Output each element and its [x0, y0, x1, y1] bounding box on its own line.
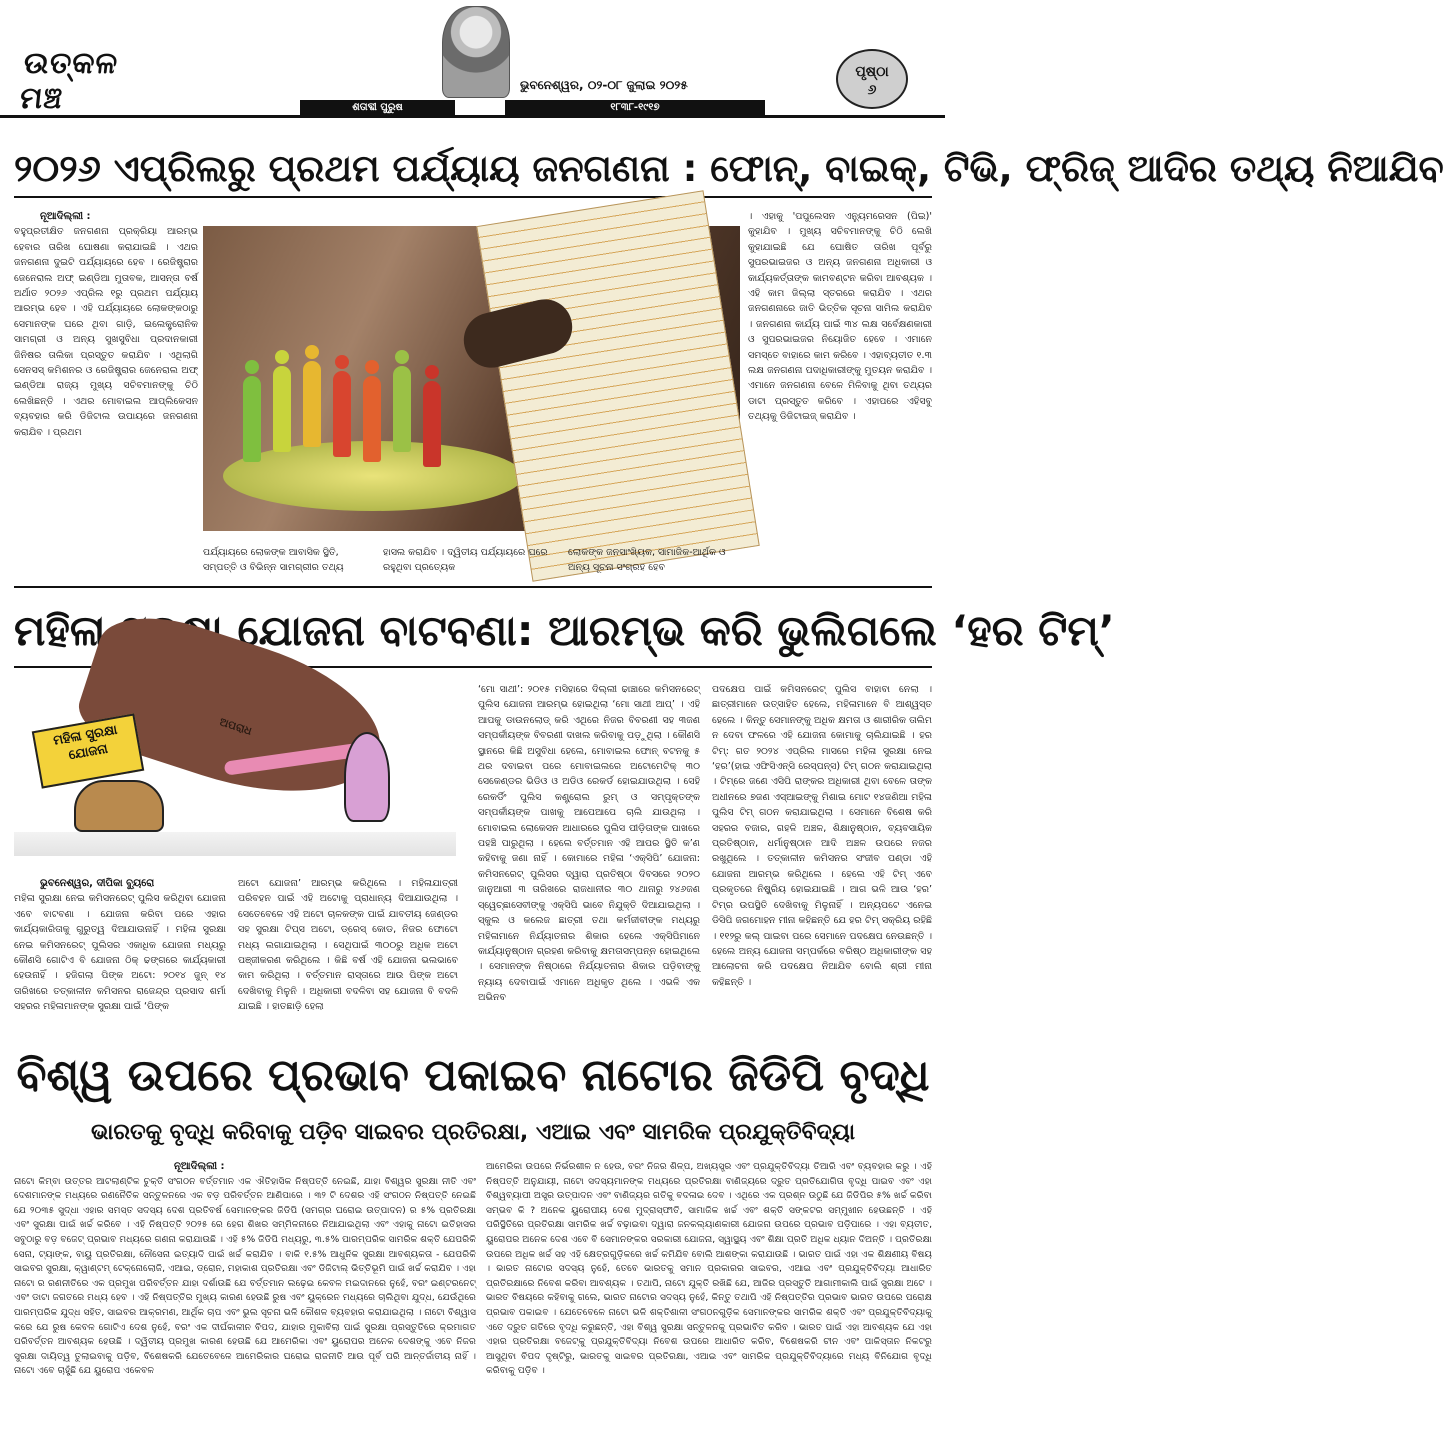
- figure: [423, 381, 441, 467]
- tagline-strip: ଶତାବ୍ଦୀ ପୁରୁଷ: [300, 100, 455, 116]
- census-caption-2: ହାସଲ କରାଯିବ । ଦ୍ୱିତୀୟ ପର୍ଯ୍ୟାୟରେ ଘରେ ରହୁଥିବା ପ୍ରତ୍ୟେକ: [383, 547, 548, 573]
- masthead: [0, 0, 945, 118]
- years-strip: ୧୮୩୮-୧୯୧୭: [505, 100, 765, 116]
- women-safety-col-c: ‘ମୋ ସାଥୀ’: ୨୦୧୫ ମସିହାରେ ଦିଲ୍ଲୀ ଢାଞ୍ଚାରେ କମିସନରେଟ୍ ପୁଲିସ ଯୋଜନା ଆରମ୍ଭ ହୋଇଥିଲା ‘ମୋ ସାଥୀ ଆପ୍’ । ଏହି ଆପକୁ ଡାଉନଲୋଡ୍ କରି ଏଥିରେ ନିଜର ବିବରଣୀ ସହ ୩ଜଣ ସମ୍ପର୍କୀୟଙ୍କ ବିବରଣୀ ଦାଖଲ କରିବାକୁ ପଡ଼ୁଥିଲା । କୌଣସି ସ୍ଥାନରେ କିଛି ଅସୁବିଧା ହେଲେ, ମୋବାଇଲ ଫୋନ୍ ବଟନକୁ ୫ ଥର ଦବାଇବା ପରେ ମୋବାଇଲରେ ଅଟୋମେଟିକ୍ ୩୦ ସେକେଣ୍ଡର ଭିଡିଓ ଓ ଅଡିଓ ରେକର୍ଡ ହୋଇଯାଉଥିଲା । ସେହି ରେକର୍ଡିଂ ପୁଲିସ କଣ୍ଟ୍ରୋଲ ରୁମ୍ ଓ ସମ୍ପୃକ୍ତଙ୍କ ସମ୍ପର୍କୀୟଙ୍କ ପାଖକୁ ଆପେଆପେ ଚାଲି ଯାଉଥିଲା । ମୋବାଇଲ ଲୋକେସନ ଆଧାରରେ ପୁଲିସ ପୀଡ଼ିତାଙ୍କ ପାଖରେ ପହଞ୍ଚି ପାରୁଥିଲା । ହେଲେ ବର୍ତ୍ତମାନ ଏହି ଆପର ସ୍ଥିତି କ’ଣ କହିବାକୁ ଜଣା ନାହିଁ । କୋମାରେ ମହିଳା ‘ଏକ୍‌ସିପି’ ଯୋଜନା: କମିସନରେଟ୍ ପୁଲିସର ଦ୍ୱାରା ପ୍ରତିଷ୍ଠା ଦିବସରେ ୨୦୨୦ ଜାନୁଆରୀ ୩ ତାରିଖରେ ରାଜଧାନୀର ୩୦ ଥାନାରୁ ୨୪୬ଜଣ ସ୍ୱେଚ୍ଛାସେବୀଙ୍କୁ ଏକ୍‌ସିପି ଭାବେ ନିଯୁକ୍ତି ଦିଆଯାଇଥିଲା । ସ୍କୁଲ ଓ କଲେଜ ଛାତ୍ରୀ ତଥା କର୍ମଜୀବୀଙ୍କ ମଧ୍ୟରୁ ମହିଳାମାନେ ନିର୍ଯ୍ୟାତନାର ଶିକାର ହେଲେ ଏକ୍‌ସିପିମାନେ କାର୍ଯ୍ୟାନୁଷ୍ଠାନ ଗ୍ରହଣ କରିବାକୁ କ୍ଷମତାସମ୍ପନ୍ନ ହୋଇଥିଲେ । ସେମାନଙ୍କ ନିଷ୍ଠାରେ ନିର୍ଯ୍ୟାତନାର ଶିକାର ପଡ଼ିବାଙ୍କୁ ନ୍ୟାୟ ଦେବାପାଇଁ ଏମାନେ ଅଧିକୃତ ଥିଲେ । ଏଭଳି ଏକ ଅଭିନବ: [478, 684, 700, 1004]
- nato-headline: ବିଶ୍ୱ ଉପରେ ପ୍ରଭାବ ପକାଇବ ନାଟୋର ଜିଡିପି ବୃଦ୍ଧି: [16, 1050, 930, 1101]
- women-safety-col-a: [14, 876, 226, 1036]
- census-right-column: । ଏହାକୁ 'ପପୁଲେସନ ଏନ୍ୟୁମରେସନ (ପିଇ)' କୁହାଯିବ । ମୁଖ୍ୟ ସଚିବମାନଙ୍କୁ ଚିଠି ଲେଖି କୁହାଯାଇଛି ଯେ ଘୋଷିତ ତାରିଖ ପୂର୍ବରୁ ସୁପରଭାଇଜର ଓ ଅନ୍ୟ ଜନଗଣନା ଅଧିକାରୀ ଓ କାର୍ଯ୍ୟକର୍ତ୍ତାଙ୍କ କାମବଣ୍ଟନ କରିବା ଆବଶ୍ୟକ । ଏହି କାମ ଜିଲ୍ଲା ସ୍ତରରେ କରାଯିବ । ଏଥର ଜନଗଣନାରେ ଜାତି ଭିତ୍ତିକ ସୂଚନା ସାମିଲ କରାଯିବ । ଜନଗଣନା କାର୍ଯ୍ୟ ପାଇଁ ୩୪ ଲକ୍ଷ ସର୍ବେକ୍ଷଣକାରୀ ଓ ସୁପରଭାଇଜର ନିୟୋଜିତ ହେବେ । ଏମାନେ ସମସ୍ତେ ବାହାରେ କାମ କରିବେ । ଏହାବ୍ୟତୀତ ୧.୩ ଲକ୍ଷ ଜନଗଣନା ପଦାଧିକାରୀଙ୍କୁ ମୁତୟନ କରାଯିବ । ଏମାନେ ଜନଗଣନା ବେଳେ ମିଳିବାକୁ ଥିବା ତଥ୍ୟର ଡାଟା ପ୍ରସ୍ତୁତ କରିବେ । ଏହାପରେ ଏହିସବୁ ତଥ୍ୟକୁ ଡିଜିଟାଇଜ୍ କରାଯିବ ।: [748, 211, 932, 423]
- sleeping-police: [74, 780, 164, 832]
- nato-subheadline: ଭାରତକୁ ବୃଦ୍ଧି କରିବାକୁ ପଡ଼ିବ ସାଇବର ପ୍ରତିରକ୍ଷା, ଏଆଇ ଏବଂ ସାମରିକ ପ୍ରଯୁକ୍ତିବିଦ୍ୟା: [91, 1120, 855, 1145]
- census-left-text: ବହୁପ୍ରତୀକ୍ଷିତ ଜନଗଣନା ପ୍ରକ୍ରିୟା ଆରମ୍ଭ ହେବାର ତାରିଖ ଘୋଷଣା କରାଯାଇଛି । ଏଥର ଜନଗଣନା ଦୁଇଟି ପର୍ଯ୍ୟାୟରେ ହେବ । ରେଜିଷ୍ଟ୍ରାର ଜେନେରାଲ ଅଫ୍ ଇଣ୍ଡିଆ ମୁତାବକ, ଆସନ୍ତା ବର୍ଷ ଅର୍ଥାତ ୨୦୨୬ ଏପ୍ରିଲ ୧ରୁ ପ୍ରଥମ ପର୍ଯ୍ୟାୟ ଆରମ୍ଭ ହେବ । ଏହି ପର୍ଯ୍ୟାୟରେ ଲୋକଙ୍କଠାରୁ ସେମାନଙ୍କ ଘରେ ଥିବା ଗାଡ଼ି, ଇଲେକ୍ଟ୍ରୋନିକ ସାମଗ୍ରୀ ଓ ଅନ୍ୟ ସୁଖସୁବିଧା ପ୍ରଦାନକାରୀ ଜିନିଷର ତାଲିକା ପ୍ରସ୍ତୁତ କରାଯିବ । ଏଥିଲାଗି ସେନସସ୍ କମିଶନର ଓ ରେଜିଷ୍ଟ୍ରାର ଜେନେରାଲ ଅଫ୍ ଇଣ୍ଡିଆ ରାଜ୍ୟ ମୁଖ୍ୟ ସଚିବମାନଙ୍କୁ ଚିଠି ଲେଖିଛନ୍ତି । ଏଥର ମୋବାଇଲ ଆପ୍ଲିକେସନ ବ୍ୟବହାର କରି ଡିଜିଟାଲ ଉପାୟରେ ଜନଗଣନା କରାଯିବ । ପ୍ରଥମ: [14, 226, 198, 438]
- figure: [333, 371, 351, 457]
- census-photo: [203, 226, 740, 531]
- figure: [273, 366, 291, 452]
- women-safety-headline: ମହିଳା ସୁରକ୍ଷା ଯୋଜନା ବାଟବଣା: ଆରମ୍ଭ କରି ଭୁଲିଗଲେ ‘ହର ଟିମ୍’: [14, 606, 1115, 655]
- page-label: ପୃଷ୍ଠା: [855, 64, 889, 80]
- census-headline: ୨୦୨୬ ଏପ୍ରିଲରୁ ପ୍ରଥମ ପର୍ଯ୍ୟାୟ ଜନଗଣନା : ଫୋନ୍, ବାଇକ୍, ଟିଭି, ଫ୍ରିଜ୍ ଆଦିର ତଥ୍ୟ ନିଆଯିବ: [14, 140, 932, 198]
- census-caption-3: ଲୋକଙ୍କ ଜନସାଂଖ୍ୟିକ, ସାମାଜିକ-ଆର୍ଥିକ ଓ ଅନ୍ୟ ସୂଚନା ସଂଗ୍ରହ ହେବ: [568, 547, 726, 573]
- figure: [243, 376, 261, 462]
- census-caption-1: ପର୍ଯ୍ୟାୟରେ ଲୋକଙ୍କ ଆବାସିକ ସ୍ଥିତି, ସମ୍ପତ୍ତି ଓ ବିଭିନ୍ନ ସାମଗ୍ରୀର ତଥ୍ୟ: [203, 547, 344, 573]
- page-number: ୬: [867, 82, 877, 98]
- running-girl: [344, 732, 390, 822]
- hand-label: ଅପରାଧ: [217, 715, 254, 738]
- newspaper-logo: [18, 36, 162, 116]
- women-safety-cartoon: [14, 682, 456, 856]
- logo-text: ଉତ୍କଳ ମଞ୍ଚ: [18, 46, 120, 116]
- figure: [363, 376, 381, 462]
- nato-right-column: ଆମେରିକା ଉପରେ ନିର୍ଭରଶୀଳ ନ ହେଉ, ବରଂ ନିଜର ଶିଳ୍ପ, ଅଖ୍ୟସ୍ତ୍ର ଏବଂ ପ୍ରଯୁକ୍ତିବିଦ୍ୟା ତିଆରି ଏବଂ ବ୍ୟବହାର କରୁ । ଏହି ନିଷ୍ପତ୍ତି ଅନୁଯାୟୀ, ନାଟୋ ସଦସ୍ୟମାନଙ୍କ ମଧ୍ୟରେ ପ୍ରତିରକ୍ଷା ବାଣିଜ୍ୟରେ ଦ୍ରୁତ ପ୍ରତିଯୋଗିତା ବୃଦ୍ଧି ପାଇବ ଏବଂ ଏହା ବିଶ୍ୱବ୍ୟାପୀ ଅସ୍ତ୍ର ଉତ୍ପାଦନ ଏବଂ ବାଣିଜ୍ୟର ଗତିକୁ ବଦଳାଇ ଦେବ । ଏଥିରେ ଏକ ପ୍ରଶ୍ନ ଉଠୁଛି ଯେ ଜିଡିପିର ୫% ଖର୍ଚ୍ଚ କରିବା ସମ୍ଭବ କି ? ଅନେକ ୟୁରୋପୀୟ ଦେଶ ମୁଦ୍ରାସ୍ଫୀତି, ସାମାଜିକ ଖର୍ଚ୍ଚ ଏବଂ ଶକ୍ତି ସଙ୍କଟର ସମ୍ମୁଖୀନ ହେଉଛନ୍ତି । ଏହି ପରିସ୍ଥିତିରେ ପ୍ରତିରକ୍ଷା ସାମରିକ ଖର୍ଚ୍ଚ ବଢ଼ାଇବା ଦ୍ୱାରା ଜନକଲ୍ୟାଣକାରୀ ଯୋଜନା ଉପରେ ପ୍ରଭାବ ପଡ଼ିପାରେ । ଏହା ବ୍ୟତୀତ, ୟୁରୋପର ଅନେକ ଦେଶ ଏବେ ବି ସେମାନଙ୍କର ସରକାରୀ ଯୋଜନା, ସ୍ୱାସ୍ଥ୍ୟ ଏବଂ ଶିକ୍ଷା ପ୍ରତି ଅଧିକ ଧ୍ୟାନ ଦିଅନ୍ତି । ପ୍ରତିରକ୍ଷା ଉପରେ ଅଧିକ ଖର୍ଚ୍ଚ ସହ ଏହି କ୍ଷେତ୍ରଗୁଡ଼ିକରେ ଖର୍ଚ୍ଚ କମିଯିବ ବୋଲି ଆଶଙ୍କା କରାଯାଉଛି । ଭାରତ ପାଇଁ ଏହା ଏକ ଶିକ୍ଷଣୀୟ ବିଷୟ । ଭାରତ ନାଟୋର ସଦସ୍ୟ ନୁହେଁ, ତେବେ ଭାରତକୁ ସମାନ ପ୍ରକାରର ସାଇବର, ଏଆଇ ଏବଂ ପ୍ରଯୁକ୍ତିବିଦ୍ୟା ଆଧାରିତ ପ୍ରତିରକ୍ଷାରେ ନିବେଶ କରିବା ଆବଶ୍ୟକ । ତଥାପି, ନାଟୋ ଯୁକ୍ତି ରଖିଛି ଯେ, ଆଜିର ପ୍ରସ୍ତୁତି ଆଗାମୀକାଲି ପାଇଁ ସୁରକ୍ଷା ଅଟେ । ଭାରତ ବିଷୟରେ କହିବାକୁ ଗଲେ, ଭାରତ ନାଟୋର ସଦସ୍ୟ ନୁହେଁ, କିନ୍ତୁ ତଥାପି ଏହି ନିଷ୍ପତ୍ତିର ପ୍ରଭାବ ଭାରତ ଉପରେ ପରୋକ୍ଷ ପ୍ରଭାବ ପକାଇବ । ଯେତେବେଳେ ନାଟୋ ଭଳି ଶକ୍ତିଶାଳୀ ସଂଗଠନଗୁଡ଼ିକ ସେମାନଙ୍କର ସାମରିକ ଶକ୍ତି ଏବଂ ପ୍ରଯୁକ୍ତିବିଦ୍ୟାକୁ ଏତେ ଦ୍ରୁତ ଗତିରେ ବୃଦ୍ଧି କରୁଛନ୍ତି, ଏହା ବିଶ୍ୱ ସୁରକ୍ଷା ସନ୍ତୁଳନକୁ ପ୍ରଭାବିତ କରିବ । ଭାରତ ପାଇଁ ଏହା ଆବଶ୍ୟକ ଯେ ଏହା ଏହାର ପ୍ରତିରକ୍ଷା ବଜେଟ୍‌କୁ ପ୍ରଯୁକ୍ତିବିଦ୍ୟା ନିବେଶ ଉପରେ ଆଧାରିତ କରିବ, ବିଶେଷକରି ଚୀନ ଏବଂ ପାକିସ୍ତାନ ନିକଟରୁ ଆସୁଥିବା ବିପଦ ଦୃଷ୍ଟିରୁ, ଭାରତକୁ ସାଇବର ପ୍ରତିରକ୍ଷା, ଏଆଇ ଏବଂ ସାମରିକ ପ୍ରଯୁକ୍ତିବିଦ୍ୟାରେ ମଧ୍ୟ ବିନିଯୋଗ ବୃଦ୍ଧି କରିବାକୁ ପଡ଼ିବ ।: [486, 1161, 932, 1377]
- section-divider: [14, 586, 932, 588]
- nato-left-text: ନାଟୋ କିମ୍ବା ଉତ୍ତର ଆଟଲାଣ୍ଟିକ ଚୁକ୍ତି ସଂଗଠନ ବର୍ତ୍ତମାନ ଏକ ଐତିହାସିକ ନିଷ୍ପତ୍ତି ନେଇଛି, ଯାହା ବିଶ୍ୱର ସୁରକ୍ଷା ନୀତି ଏବଂ ଦେଶମାନଙ୍କ ମଧ୍ୟରେ ରଣନୈତିକ ସନ୍ତୁଳନରେ ଏକ ବଡ଼ ପରିବର୍ତ୍ତନ ଆଣିପାରେ । ୩୨ ଟି ଦେଶର ଏହି ସଂଗଠନ ନିଷ୍ପତ୍ତି ନେଇଛି ଯେ ୨୦୩୫ ସୁଦ୍ଧା ଏହାର ସମସ୍ତ ସଦସ୍ୟ ଦେଶ ପ୍ରତିବର୍ଷ ସେମାନଙ୍କର ଜିଡିପି (ସମଗ୍ର ଘରୋଇ ଉତ୍ପାଦନ) ର ୫% ପ୍ରତିରକ୍ଷା ଏବଂ ସୁରକ୍ଷା ପାଇଁ ଖର୍ଚ୍ଚ କରିବେ । ଏହି ନିଷ୍ପତ୍ତି ୨୦୨୫ ରେ ହେଗ ଶିଖର ସମ୍ମିଳନୀରେ ନିଆଯାଇଥିଲା ଏବଂ ଏହାକୁ ନାଟୋ ଇତିହାସର ସବୁଠାରୁ ବଡ଼ ବଜେଟ୍ ପ୍ରଭାବ ମଧ୍ୟରେ ଗଣନା କରାଯାଉଛି । ଏହି ୫% ଜିଡିପି ମଧ୍ୟରୁ, ୩.୫% ପାରମ୍ପରିକ ସାମରିକ ଶକ୍ତି ଯେପରିକି ସେନା, ଟ୍ୟାଙ୍କ, ବାୟୁ ପ୍ରତିରକ୍ଷା, ନୌସେନା ଇତ୍ୟାଦି ପାଇଁ ଖର୍ଚ୍ଚ କରାଯିବ । ବାକି ୧.୫% ଆଧୁନିକ ସୁରକ୍ଷା ଆବଶ୍ୟକତା - ଯେପରିକି ସାଇବର ସୁରକ୍ଷା, କ୍ୱାଣ୍ଟମ୍ ଟେକ୍ନୋଲୋଜି, ଏଆଇ, ଡ୍ରୋନ, ମହାକାଶ ପ୍ରତିରକ୍ଷା ଏବଂ ଡିଜିଟାଲ୍ ଭିତ୍ତିଭୂମି ପାଇଁ ଖର୍ଚ୍ଚ କରାଯିବ । ଏହା ନାଟୋ ର ରଣନୀତିରେ ଏକ ପ୍ରମୁଖ ପରିବର୍ତ୍ତନ ଯାହା ଦର୍ଶାଉଛି ଯେ ବର୍ତ୍ତମାନ ଲଢ଼େଇ କେବଳ ମଇଦାନରେ ନୁହେଁ, ବରଂ ଇଣ୍ଟରନେଟ୍ ଏବଂ ଡାଟା ଜଗତରେ ମଧ୍ୟ ହେବ । ଏହି ନିଷ୍ପତ୍ତିର ମୁଖ୍ୟ କାରଣ ହେଉଛି ରୁଷ ଏବଂ ୟୁକ୍ରେନ ମଧ୍ୟରେ ଚାଲିଥିବା ଯୁଦ୍ଧ, ଯେଉଁଥିରେ ପାରମ୍ପରିକ ଯୁଦ୍ଧ ସହିତ, ସାଇବର ଆକ୍ରମଣ, ଆର୍ଥିକ ଚାପ ଏବଂ ଭୁଲ ସୂଚନା ଭଳି କୌଶଳ ବ୍ୟବହାର କରାଯାଇଥିଲା । ନାଟୋ ବିଶ୍ୱାସ କରେ ଯେ ରୁଷ କେବଳ ଗୋଟିଏ ଦେଶ ନୁହେଁ, ବରଂ ଏକ ଦୀର୍ଘକାଳୀନ ବିପଦ, ଯାହାର ମୁକାବିଲା ପାଇଁ ସୁରକ୍ଷା ପ୍ରସ୍ତୁତିରେ କ୍ରମାଗତ ପରିବର୍ତ୍ତନ ଆବଶ୍ୟକ ହେଉଛି । ଦ୍ୱିତୀୟ ପ୍ରମୁଖ କାରଣ ହେଉଛି ଯେ ଆମେରିକା ଏବଂ ୟୁରୋପର ଅନେକ ଦେଶଙ୍କୁ ଏବେ ନିଜର ସୁରକ୍ଷା ଦାୟିତ୍ୱ ତୁଲାଇବାକୁ ପଡ଼ିବ, ବିଶେଷକରି ଯେତେବେଳେ ଆମେରିକାର ଘରୋଇ ରାଜନୀତି ଆଉ ପୂର୍ବ ପରି ଆନ୍ତର୍ଜାତୀୟ ନାହିଁ । ନାଟୋ ଏବେ ଚାହୁଁଛି ଯେ ୟୁରୋପ ଏକେବଳ: [14, 1175, 476, 1377]
- women-safety-col-d: ପଦକ୍ଷେପ ପାଇଁ କମିସନରେଟ୍ ପୁଲିସ ବାହାବା ନେଲା । ଛାତ୍ରୀମାନେ ଉତ୍ସାହିତ ହେଲେ, ମହିଳାମାନେ ବି ଆଶ୍ୱସ୍ତ ହେଲେ । କିନ୍ତୁ ସେମାନଙ୍କୁ ଅଧିକ କ୍ଷମତା ଓ ଶାରୀରିକ ତାଲିମ ନ ଦେବା ଫଳରେ ଏହି ଯୋଜନା କୋମାକୁ ଚାଲିଯାଇଛି । ହର ଟିମ୍: ଗତ ୨୦୨୪ ଏପ୍ରିଲ ମାସରେ ମହିଳା ସୁରକ୍ଷା ନେଇ ‘ହର’(ହାଇ ଏଫିସିଏନ୍ସି ରେସ୍ପନ୍ସ) ଟିମ୍ ଗଠନ କରାଯାଇଥିଲା । ଟିମ୍‌ରେ ଜଣେ ଏସିପି ରାଙ୍କର ଅଧିକାରୀ ଥିବା ବେଳେ ତାଙ୍କ ଅଧୀନରେ ୭ଜଣ ଏସ୍‌ଆଇଙ୍କୁ ମିଶାଇ ମୋଟ ୧୪ଜଣିଆ ମହିଳା ପୁଲିସ ଟିମ୍ ଗଠନ କରାଯାଇଥିଲା । ସେମାନେ ବିଶେଷ କରି ସହରର ବଜାର, ଗହଳି ଅଞ୍ଚଳ, ଶିକ୍ଷାନୁଷ୍ଠାନ, ବ୍ୟବସାୟିକ ପ୍ରତିଷ୍ଠାନ, ଧର୍ମାନୁଷ୍ଠାନ ଆଦି ଅଞ୍ଚଳ ଉପରେ ନଜର ରଖୁଥିଲେ । ତତ୍କାଳୀନ କମିସନର ସଂଜୀବ ପଣ୍ଡା ଏହି ଯୋଜନା ଆରମ୍ଭ କରିଥିଲେ । ହେଲେ ଏହି ଟିମ୍ ଏବେ ପ୍ରକୃତରେ ନିଷ୍କ୍ରିୟ ହୋଇଯାଇଛି । ଆଗ ଭଳି ଆଉ ‘ହର’ ଟିମ୍‌ର ଉପସ୍ଥିତି ଦେଖିବାକୁ ମିଳୁନାହିଁ । ଅନ୍ୟପଟେ ଏନେଇ ଡିସିପି ଜଗମୋହନ ମୀନା କହିଛନ୍ତି ଯେ ହର ଟିମ୍ ସକ୍ରିୟ ରହିଛି । ୧୧୨ରୁ କଲ୍ ପାଇବା ପରେ ସେମାନେ ପଦକ୍ଷେପ ନେଉଛନ୍ତି । ହେଲେ ଅନ୍ୟ ଯୋଜନା ସମ୍ପର୍କରେ ବରିଷ୍ଠ ଅଧିକାରୀଙ୍କ ସହ ଆଲୋଚନା କରି ପଦକ୍ଷେପ ନିଆଯିବ ବୋଲି ଶ୍ରୀ ମୀନା କହିଛନ୍ତି ।: [712, 684, 932, 988]
- women-safety-byline: ଭୁବନେଶ୍ୱର, ଦୀପିକା ବ୍ୟୁରୋ: [40, 878, 155, 889]
- census-left-column: [14, 209, 198, 580]
- page-number-badge: [836, 49, 908, 109]
- women-safety-col-a-text: ମହିଳା ସୁରକ୍ଷା ନେଇ କମିସନରେଟ୍ ପୁଲିସ କରିଥିବା ଯୋଜନା ଏବେ ବାଟବଣା । ଯୋଜନା କରିବା ପରେ ଏହାର କାର୍ଯ୍ୟକାରିତାକୁ ଗୁରୁତ୍ୱ ଦିଆଯାଉନାହିଁ । ମହିଳା ସୁରକ୍ଷା ନେଇ କମିସନରେଟ୍ ପୁଲିସର ଏକାଧିକ ଯୋଜନା ମଧ୍ୟରୁ କୌଣସି ଗୋଟିଏ ବି ଯୋଜନା ଠିକ୍ ଢଙ୍ଗରେ କାର୍ଯ୍ୟକାରୀ ହେଉନାହିଁ । ହଜିଗଲା ପିଙ୍କ ଅଟୋ: ୨୦୧୪ ଜୁନ୍ ୧୪ ତାରିଖରେ ତତ୍କାଳୀନ କମିସନର ରାଜେନ୍ଦ୍ର ପ୍ରସାଦ ଶର୍ମା ସହରର ମହିଳାମାନଙ୍କ ସୁରକ୍ଷା ପାଇଁ ‘ପିଙ୍କ: [14, 893, 226, 1013]
- scheme-sign: ମହିଳା ସୁରକ୍ଷା ଯୋଜନା: [32, 713, 144, 788]
- issue-dateline: ଭୁବନେଶ୍ୱର, ୦୨-୦୮ ଜୁଲାଇ ୨୦୨୫: [520, 78, 688, 92]
- census-form: [476, 190, 759, 582]
- nato-left-column: [14, 1160, 476, 1440]
- women-safety-col-b: ଅଟୋ ଯୋଜନା’ ଆରମ୍ଭ କରିଥିଲେ । ମହିଳାଯାତ୍ରୀ ପରିବହନ ପାଇଁ ଏହି ଅଟୋକୁ ପ୍ରାଧାନ୍ୟ ଦିଆଯାଉଥିଲା । ସେତେବେଳେ ଏହି ଅଟୋ ଚାଳକଙ୍କ ପାଇଁ ଯାବତୀୟ ଜେଣ୍ଡର ସହ ସୁରକ୍ଷା ଟିପ୍ସ ଅଟୋ, ଡ୍ରେସ୍ କୋଡ, ନିଜର ଫୋଟୋ ମଧ୍ୟ ଲଗାଯାଇଥିଲା । ସେଥିପାଇଁ ୩୦୦ରୁ ଅଧିକ ଅଟୋ ପଞ୍ଜୀକରଣ କରିଥିଲେ । କିଛି ବର୍ଷ ଏହି ଯୋଜନା ଭଲଭାବେ କାମ କରିଥିଲା । ବର୍ତ୍ତମାନ ରାସ୍ତାରେ ଆଉ ପିଙ୍କ ଅଟୋ ଦେଖିବାକୁ ମିଳୁନି । ଅଧିକାରୀ ବଦଳିବା ସହ ଯୋଜନା ବି ବଦଳି ଯାଇଛି । ହାତଛାଡ଼ି ହେଲା: [238, 878, 458, 1013]
- ground: [14, 832, 456, 856]
- nato-dateline: ନୂଆଦିଲ୍ଲୀ :: [174, 1161, 225, 1172]
- figure: [303, 361, 321, 447]
- census-dateline: ନୂଆଦିଲ୍ଲୀ :: [40, 211, 91, 222]
- founder-portrait: [442, 6, 510, 98]
- figure: [393, 366, 411, 452]
